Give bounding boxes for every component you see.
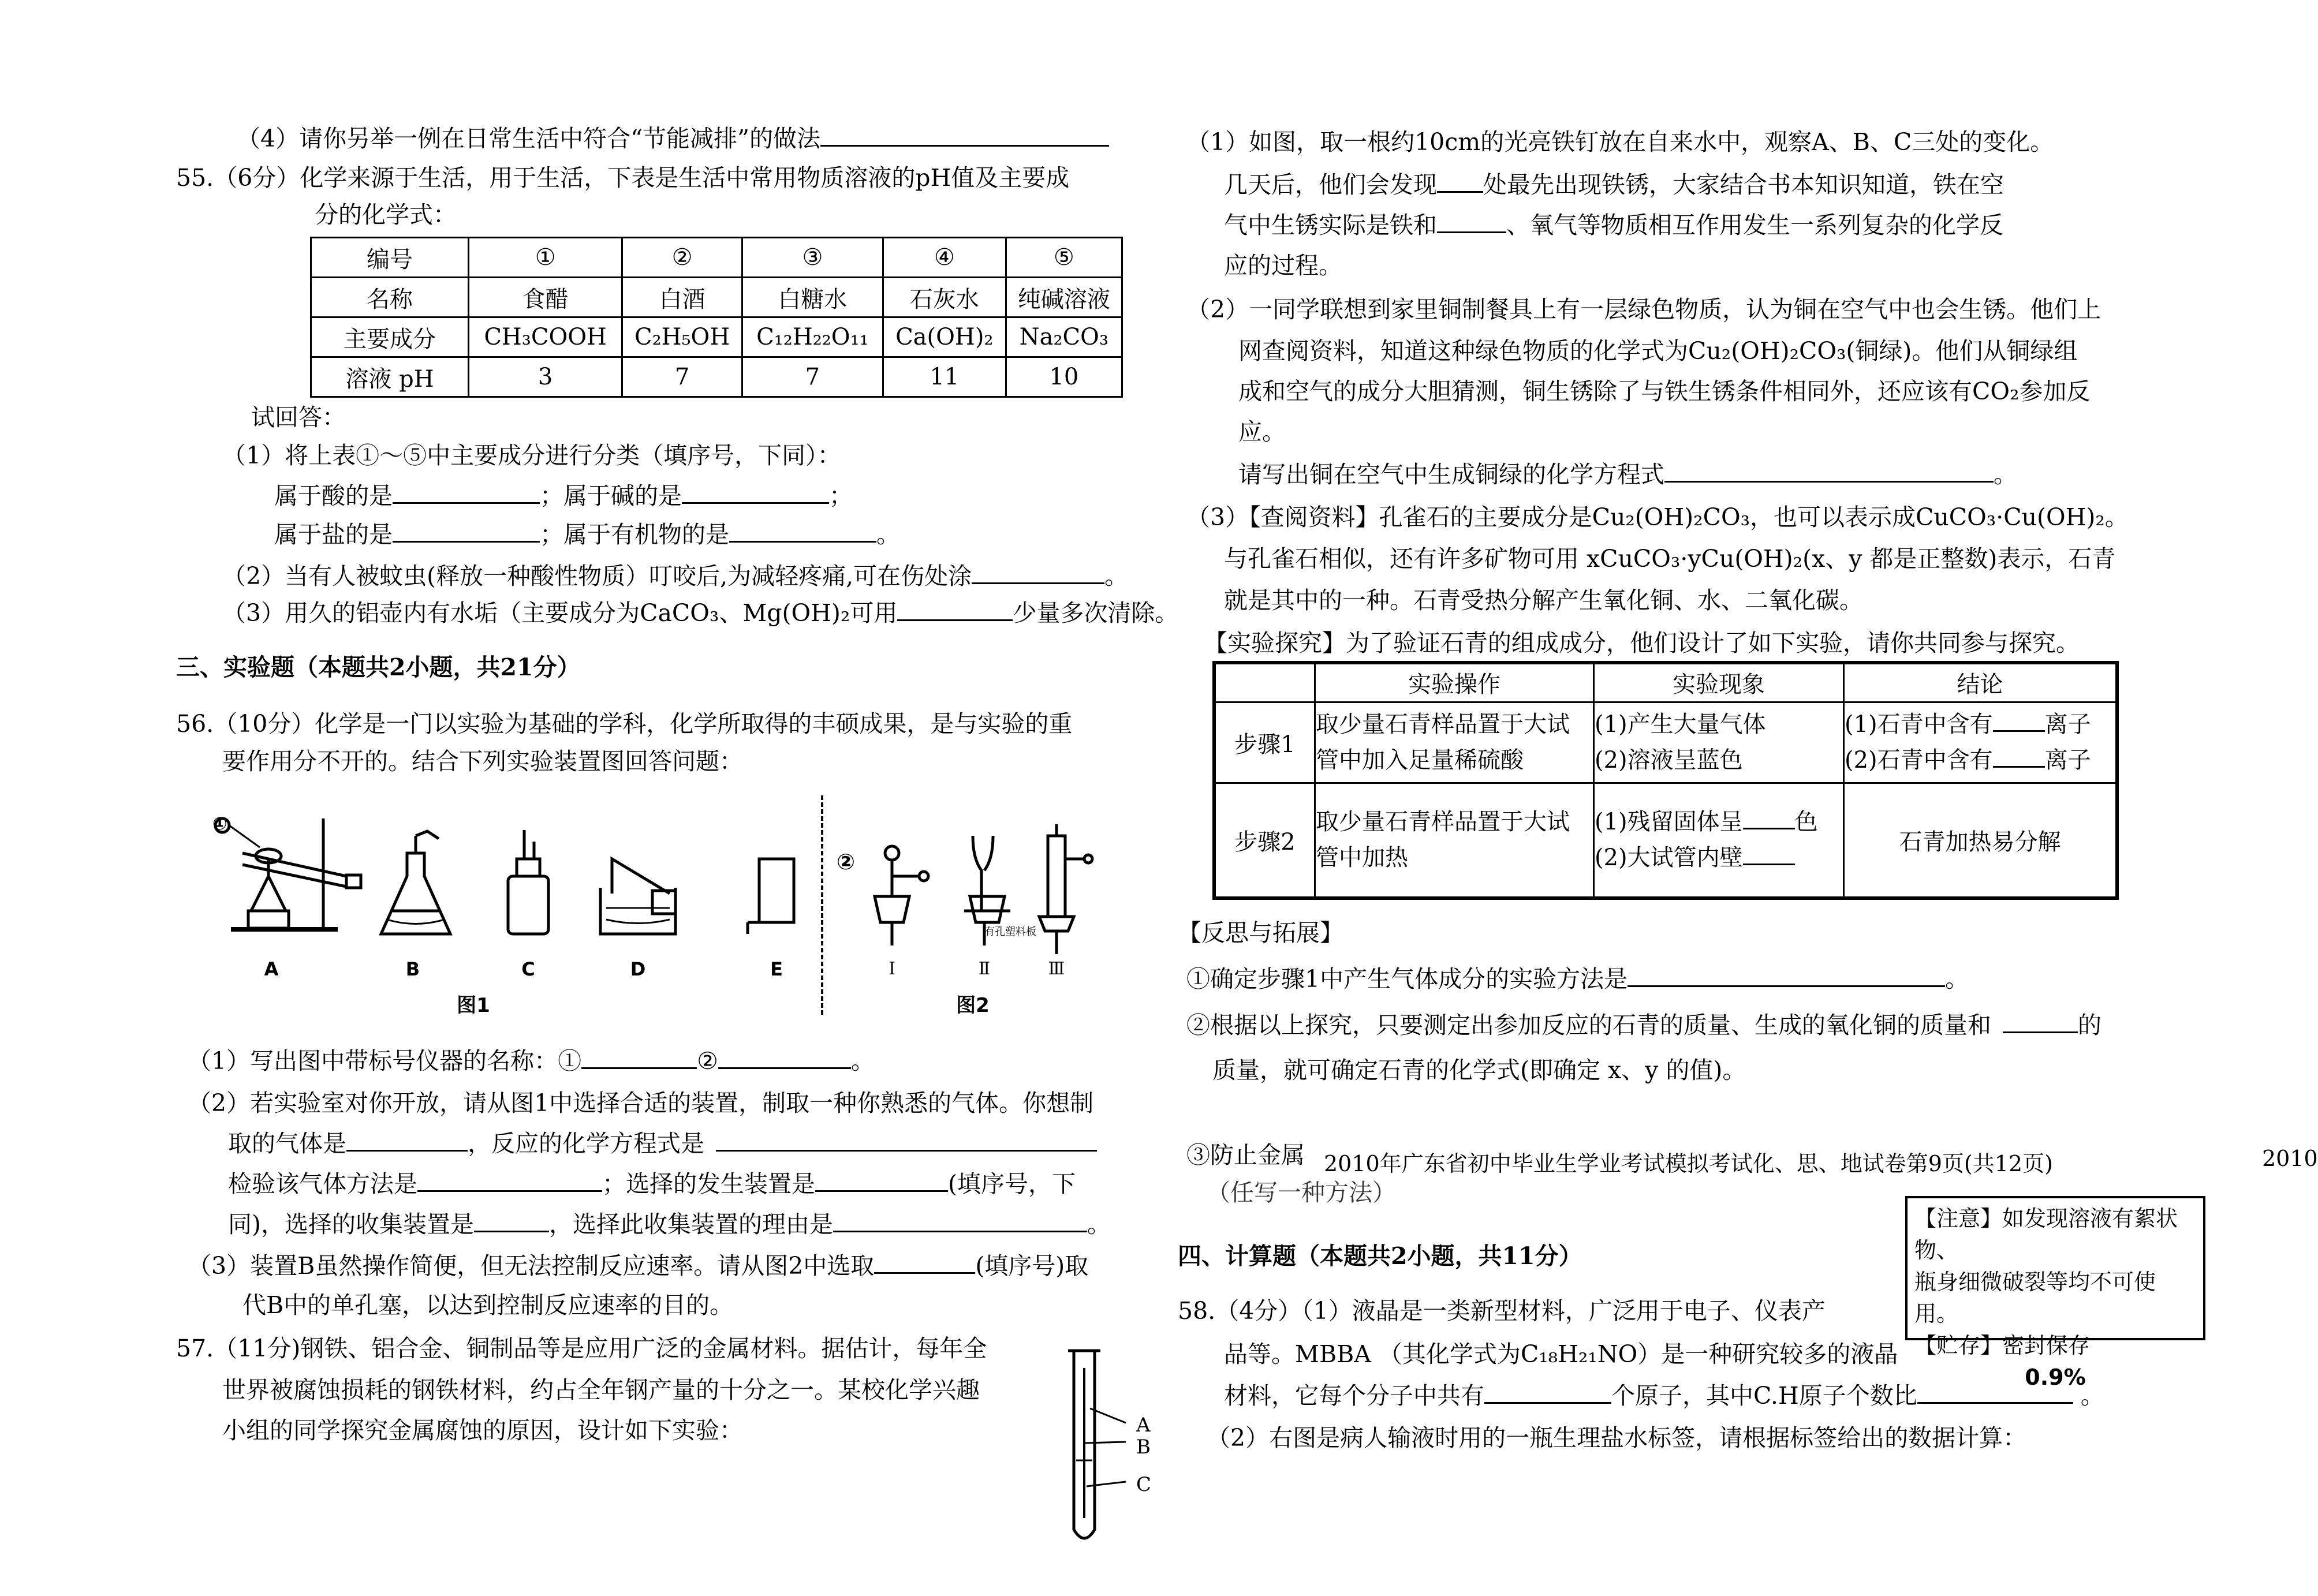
apparatus-i — [875, 846, 928, 945]
saline-label-image — [1905, 1196, 2205, 1390]
q57-2: 世界被腐蚀损耗的钢铁材料，约占全年钢产量的十分之一。某校化学兴趣 — [222, 1376, 980, 1404]
label-line: 瓶身细微破裂等均不可使用。 — [1914, 1269, 2156, 1326]
row-header: 主要成分 — [311, 317, 469, 357]
table-cell: Ca(OH)₂ — [883, 317, 1006, 357]
rf5: （任写一种方法） — [1207, 1179, 1396, 1206]
test-tube-figure — [1051, 1345, 1178, 1553]
figure-divider — [821, 795, 823, 1015]
table-cell: ② — [622, 238, 742, 278]
row-formula — [311, 317, 1122, 357]
apparatus-c — [508, 830, 548, 934]
r9: 请写出铜在空气中生成铜绿的化学方程式 。 — [1238, 461, 2017, 488]
ion-1-blank[interactable] — [1993, 714, 2045, 732]
test-method-blank[interactable] — [417, 1171, 602, 1192]
q55-intro-2: 分的化学式： — [315, 201, 457, 229]
apparatus-e — [748, 859, 794, 934]
row-name — [311, 278, 1122, 317]
table-cell: 7 — [742, 357, 883, 397]
r12: 就是其中的一种。石青受热分解产生氧化铜、水、二氧化碳。 — [1224, 586, 1863, 614]
label-concentration: 0.9% — [2025, 1365, 2086, 1390]
answer-blank[interactable] — [820, 125, 1109, 147]
organic-blank[interactable] — [729, 521, 876, 543]
salt-blank[interactable] — [393, 521, 540, 543]
q58-2: 品等。MBBA （其化学式为C₁₈H₂₁NO）是一种研究较多的液晶 — [1224, 1340, 1898, 1368]
choice-blank[interactable] — [874, 1253, 975, 1274]
label-line: 【注意】如发现溶液有絮状物、 — [1914, 1206, 2178, 1263]
r1: （1）如图，取一根约10cm的光亮铁钉放在自来水中，观察A、B、C三处的变化。 — [1186, 128, 2054, 156]
page-footer-cut: 2010 — [2262, 1146, 2318, 1171]
q55-try: 试回答： — [251, 403, 346, 431]
label-b: B — [405, 958, 420, 980]
section-3-title: 三、实验题（本题共2小题，共21分） — [176, 653, 581, 681]
equation-blank[interactable] — [1664, 461, 1994, 483]
apparatus-b — [381, 831, 450, 934]
q56-2-collect: 同)，选择的收集装置是 ，选择此收集装置的理由是 。 — [228, 1210, 1111, 1238]
table-cell: 白糖水 — [742, 278, 883, 317]
rf4: ③防止金属 — [1186, 1141, 1305, 1169]
step-2-phenomenon: (1)残留固体呈 色 (2)大试管内壁 — [1594, 783, 1844, 898]
q55-1: （1）将上表①～⑤中主要成分进行分类（填序号，下同）： — [222, 442, 841, 469]
step-2: 步骤2 — [1214, 783, 1315, 898]
color-blank[interactable] — [1743, 812, 1795, 829]
r4: 应的过程。 — [1224, 252, 1342, 279]
label-i: Ⅰ — [889, 959, 895, 979]
q55-intro: 55.（6分）化学来源于生活，用于生活，下表是生活中常用物质溶液的pH值及主要成 — [176, 164, 1070, 192]
method-blank[interactable] — [1628, 966, 1945, 987]
q54-4: （4）请你另举一例在日常生活中符合“节能减排”的做法 — [237, 124, 1109, 154]
q56-3: （3）装置B虽然操作简便，但无法控制反应速率。请从图2中选取 (填序号)取 — [188, 1252, 1089, 1280]
row-header: 编号 — [311, 238, 469, 278]
label-c: C — [521, 958, 535, 980]
label-ii: Ⅱ — [978, 959, 991, 979]
q58-3: 材料，它每个分子中共有 个原子，其中C.H原子个数比 。 — [1224, 1382, 2104, 1410]
plate-label: 有孔塑料板 — [984, 926, 1036, 938]
q57-1: 57.（11分)钢铁、铝合金、铜制品等是应用广泛的金属材料。据估计，每年全 — [176, 1335, 987, 1362]
step-1: 步骤1 — [1214, 702, 1315, 783]
label-d: D — [630, 958, 646, 980]
gas-blank[interactable] — [346, 1130, 468, 1152]
row-number — [311, 238, 1122, 278]
table-cell: Na₂CO₃ — [1006, 317, 1122, 357]
q56-3-cont: 代B中的单孔塞，以达到控制反应速率的目的。 — [242, 1291, 734, 1319]
r3: 气中生锈实际是铁和 、氧气等物质相互作用发生一系列复杂的化学反 — [1224, 211, 2003, 239]
row-header: 名称 — [311, 278, 469, 317]
r13: 【实验探究】为了验证石青的组成成分，他们设计了如下实验，请你共同参与探究。 — [1204, 629, 2080, 657]
table-cell: 10 — [1006, 357, 1122, 397]
table-cell: C₂H₅OH — [622, 317, 742, 357]
tube-label-b: B — [1136, 1436, 1151, 1459]
label-a: A — [264, 958, 279, 980]
q56-intro: 56.（10分）化学是一门以实验为基础的学科，化学所取得的丰硕成果，是与实验的重 — [176, 710, 1073, 738]
step-1-operation: 取少量石青样品置于大试 管中加入足量稀硫酸 — [1315, 702, 1594, 783]
table-cell: ⑤ — [1006, 238, 1122, 278]
q58-4: （2）右图是病人输液时用的一瓶生理盐水标签，请根据标签给出的数据计算： — [1207, 1424, 2027, 1452]
q55-1-acid-base: 属于酸的是 ；属于碱的是 ； — [274, 482, 853, 510]
step-1-conclusion: (1)石青中含有 离子 (2)石青中含有 离子 — [1844, 702, 2118, 783]
section-4-title: 四、计算题（本题共2小题，共11分） — [1178, 1242, 1582, 1270]
apparatus-figure — [208, 795, 1108, 1038]
table-cell: CH₃COOH — [469, 317, 622, 357]
table-cell: 7 — [622, 357, 742, 397]
equation-blank[interactable] — [716, 1130, 1097, 1152]
r6: 网查阅资料，知道这种绿色物质的化学式为Cu₂(OH)₂CO₃(铜绿)。他们从铜绿组 — [1238, 337, 2078, 365]
tube-label-c: C — [1136, 1473, 1152, 1496]
wall-blank[interactable] — [1743, 847, 1795, 865]
figure-1-label: 图1 — [457, 994, 490, 1017]
q56-intro-2: 要作用分不开的。结合下列实验装置图回答问题： — [222, 747, 743, 775]
rf1: ①确定步骤1中产生气体成分的实验方法是 。 — [1186, 965, 1969, 993]
header-phenomenon: 实验现象 — [1594, 663, 1844, 702]
r2: 几天后，他们会发现 处最先出现铁锈，大家结合书本知识知道，铁在空 — [1224, 171, 2004, 199]
rf2: ②根据以上探究，只要测定出参加反应的石青的质量、生成的氧化铜的质量和 的 — [1186, 1011, 2101, 1039]
atom-count-blank[interactable] — [1484, 1382, 1611, 1404]
table-cell: 石灰水 — [883, 278, 1006, 317]
r5: （2）一同学联想到家里铜制餐具上有一层绿色物质，认为铜在空气中也会生锈。他们上 — [1186, 296, 2101, 323]
row-ph — [311, 357, 1122, 397]
table-cell: 纯碱溶液 — [1006, 278, 1122, 317]
q57-3: 小组的同学探究金属腐蚀的原因，设计如下实验： — [222, 1416, 743, 1444]
substance-blank[interactable] — [1437, 212, 1506, 233]
apparatus-d — [600, 859, 675, 934]
step-1-phenomenon: (1)产生大量气体 (2)溶液呈蓝色 — [1594, 702, 1844, 783]
experiment-table — [1212, 661, 2119, 900]
base-blank[interactable] — [682, 483, 829, 504]
rf3: 质量，就可确定石青的化学式(即确定 x、y 的值)。 — [1212, 1056, 1746, 1084]
table-cell: 食醋 — [469, 278, 622, 317]
rust-location-blank[interactable] — [1437, 171, 1483, 193]
collector-blank[interactable] — [474, 1211, 549, 1232]
q56-2: （2）若实验室对你开放，请从图1中选择合适的装置，制取一种你熟悉的气体。你想制 — [188, 1089, 1094, 1117]
mass-blank[interactable] — [2003, 1012, 2078, 1033]
table-cell: ④ — [883, 238, 1006, 278]
header-conclusion: 结论 — [1844, 663, 2118, 702]
answer-blank[interactable] — [897, 600, 1013, 621]
apparatus-iii — [1039, 824, 1092, 954]
reflect-title: 【反思与拓展】 — [1178, 919, 1343, 947]
table-cell: C₁₂H₂₂O₁₁ — [742, 317, 883, 357]
row-header: 溶液 pH — [311, 357, 469, 397]
q56-2-gas: 取的气体是 ，反应的化学方程式是 — [228, 1128, 1097, 1158]
instrument-1-blank[interactable] — [581, 1048, 697, 1069]
ph-table — [310, 237, 1123, 398]
instrument-2-blank[interactable] — [718, 1048, 851, 1069]
q56-1: （1）写出图中带标号仪器的名称：① ② 。 — [188, 1047, 875, 1075]
reason-blank[interactable] — [833, 1211, 1087, 1232]
q58-1: 58.（4分）（1）液晶是一类新型材料，广泛用于电子、仪表产 — [1178, 1297, 1826, 1325]
step-2-operation: 取少量石青样品置于大试 管中加热 — [1315, 783, 1594, 898]
page-footer: 2010年广东省初中毕业生学业考试模拟考试化、思、地试卷第9页(共12页) — [1319, 1146, 2058, 1178]
step-2-conclusion: 石青加热易分解 — [1844, 783, 2118, 898]
q55-2: （2）当有人被蚊虫(释放一种酸性物质）叮咬后,为减轻疼痛,可在伤处涂 。 — [222, 562, 1129, 590]
table-cell: ① — [469, 238, 622, 278]
ion-2-blank[interactable] — [1993, 750, 2045, 768]
marker-1: ① — [212, 814, 227, 834]
header-blank — [1214, 663, 1315, 702]
r8: 应。 — [1238, 418, 1286, 446]
label-iii: Ⅲ — [1048, 959, 1065, 979]
q55-1-salt-organic: 属于盐的是 ；属于有机物的是 。 — [274, 521, 900, 548]
table-cell: 3 — [469, 357, 622, 397]
table-cell: ③ — [742, 238, 883, 278]
tube-label-a: A — [1136, 1414, 1151, 1437]
apparatus-a — [215, 818, 361, 929]
table-cell: 白酒 — [622, 278, 742, 317]
table-cell: 11 — [883, 357, 1006, 397]
r10: （3）【查阅资料】孔雀石的主要成分是Cu₂(OH)₂CO₃，也可以表示成CuCO₃·Cu(OH)₂。 — [1186, 503, 2129, 531]
label-line: 【贮存】密封保存 — [1914, 1333, 2091, 1358]
r7: 成和空气的成分大胆猜测，铜生锈除了与铁生锈条件相同外，还应该有CO₂参加反 — [1238, 377, 2091, 405]
answer-blank[interactable] — [972, 563, 1104, 584]
r11: 与孔雀石相似，还有许多矿物可用 xCuCO₃·yCu(OH)₂(x、y 都是正整数)表示，石青 — [1224, 545, 2116, 573]
label-e: E — [770, 958, 783, 980]
acid-blank[interactable] — [393, 483, 540, 504]
figure-2-label: 图2 — [956, 994, 990, 1017]
header-operation: 实验操作 — [1315, 663, 1594, 702]
marker-2: ② — [836, 849, 856, 874]
q55-3: （3）用久的铝壶内有水垢（主要成分为CaCO₃、Mg(OH)₂可用 少量多次清除。 — [222, 599, 1179, 627]
generator-blank[interactable] — [815, 1171, 948, 1192]
q56-2-test: 检验该气体方法是 ；选择的发生装置是 (填序号，下 — [228, 1170, 1076, 1198]
